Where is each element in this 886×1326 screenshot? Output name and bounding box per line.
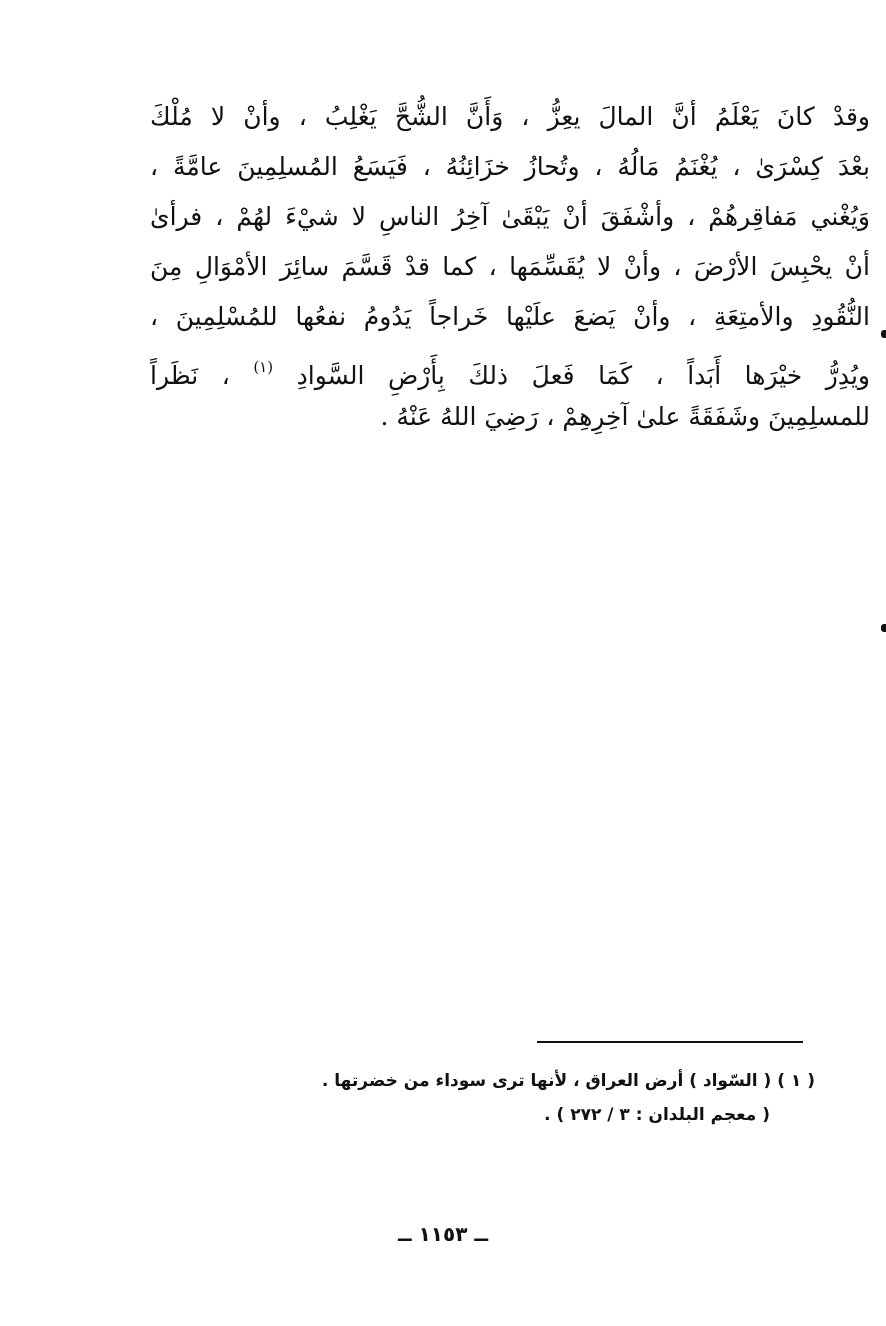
text-line-2: بعْدَ كِسْرَىٰ ، يُغْنَمُ مَالُهُ ، وتُحازُ خزَائِنُهُ ، فَيَسَعُ المُسلِمِينَ عامَّةً ،	[150, 152, 870, 181]
footnote-1-source: ( معجم البلدان : ٣ / ٢٧٢ ) .	[544, 1105, 770, 1125]
scan-edge-mark	[881, 330, 886, 338]
page-number: ــ ١١٥٣ ــ	[397, 1222, 489, 1246]
text-line-6-main: ويُدِرُّ خيْرَها أَبَداً ، كَمَا فَعلَ ذلكَ بِأَرْضِ السَّوادِ	[296, 361, 870, 390]
footnote-separator	[537, 1041, 803, 1043]
text-line-4: أنْ يحْبِسَ الأرْضَ ، وأنْ لا يُقَسِّمَها ، كما قدْ قَسَّمَ سائِرَ الأمْوَالِ مِنَ	[150, 252, 870, 281]
scan-edge-mark	[881, 624, 886, 632]
text-line-5: النُّقُودِ والأمتِعَةِ ، وأنْ يَضعَ علَيْها خَراجاً يَدُومُ نفعُها للمُسْلِمِينَ ،	[150, 302, 870, 331]
text-line-7: للمسلِمِينَ وشَفَقَةً علىٰ آخِرِهِمْ ، رَضِيَ اللهُ عَنْهُ .	[380, 402, 870, 431]
main-text	[150, 92, 870, 442]
text-line-3: وَيُغْني مَفاقِرهُمْ ، وأشْفَقَ أنْ يَبْقَىٰ آخِرُ الناسِ لا شيْءَ لهُمْ ، فرأىٰ	[150, 202, 870, 231]
footnotes	[190, 1064, 815, 1132]
footnote-reference: (١)	[253, 358, 274, 376]
footnote-1: ( ١ ) ( السّواد ) أرض العراق ، لأنها ترى سوداء من خضرتها .	[321, 1071, 815, 1091]
text-line-1: وقدْ كانَ يَعْلَمُ أنَّ المالَ يعِزُّ ، وَأَنَّ الشُّحَّ يَغْلِبُ ، وأنْ لا مُلْكَ	[150, 102, 870, 131]
text-line-6-tail: ، نَظَراً	[150, 361, 230, 390]
text-line-6	[150, 342, 870, 392]
